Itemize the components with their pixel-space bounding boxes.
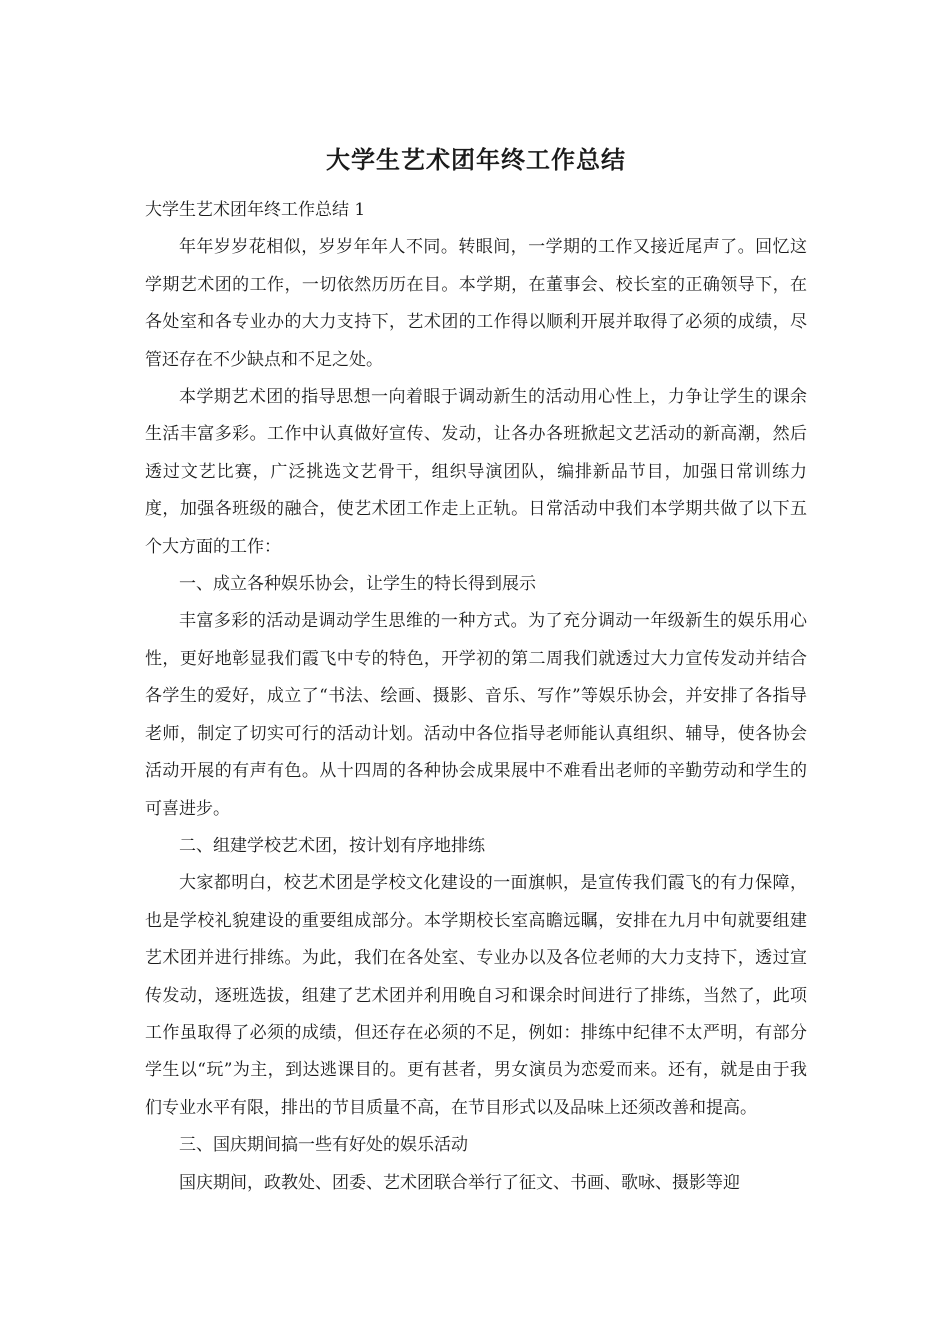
section-heading-1: 一、成立各种娱乐协会，让学生的特长得到展示	[179, 574, 536, 595]
document-title: 大学生艺术团年终工作总结	[326, 145, 626, 174]
document-page	[145, 140, 807, 1202]
paragraph-section-1: 丰富多彩的活动是调动学生思维的一种方式。为了充分调动一年级新生的娱乐用心性，更好地彰显我们霞飞中专的特色，开学初的第二周我们就透过大力宣传发动并结合各学生的爱好，成立了“书法、绘画、摄影、音乐、写作”等娱乐协会，并安排了各指导老师，制定了切实可行的活动计划。活动中各位指导老师能认真组织、辅导，使各协会活动开展的有声有色。从十四周的各种协会成果展中不难看出老师的辛勤劳动和学生的可喜进步。	[145, 611, 807, 819]
paragraph-intro: 年年岁岁花相似，岁岁年年人不同。转眼间，一学期的工作又接近尾声了。回忆这学期艺术团的工作，一切依然历历在目。本学期，在董事会、校长室的正确领导下，在各处室和各专业办的大力支持下，艺术团的工作得以顺利开展并取得了必须的成绩，尽管还存在不少缺点和不足之处。	[145, 237, 807, 370]
paragraph-guiding-idea: 本学期艺术团的指导思想一向着眼于调动新生的活动用心性上，力争让学生的课余生活丰富多彩。工作中认真做好宣传、发动，让各办各班掀起文艺活动的新高潮，然后透过文艺比赛，广泛挑选文艺骨干，组织导演团队，编排新品节目，加强日常训练力度，加强各班级的融合，使艺术团工作走上正轨。日常活动中我们本学期共做了以下五个大方面的工作：	[145, 387, 807, 557]
section-heading-2: 二、组建学校艺术团，按计划有序地排练	[179, 835, 485, 856]
paragraph-section-3: 国庆期间，政教处、团委、艺术团联合举行了征文、书画、歌咏、摄影等迎	[179, 1172, 740, 1193]
section-heading-3: 三、国庆期间搞一些有好处的娱乐活动	[179, 1135, 468, 1156]
document-subtitle: 大学生艺术团年终工作总结 1	[145, 200, 366, 220]
paragraph-section-2: 大家都明白，校艺术团是学校文化建设的一面旗帜，是宣传我们霞飞的有力保障，也是学校礼貌建设的重要组成部分。本学期校长室高瞻远瞩，安排在九月中旬就要组建艺术团并进行排练。为此，我们在各处室、专业办以及各位老师的大力支持下，透过宣传发动，逐班选拔，组建了艺术团并利用晚自习和课余时间进行了排练，当然了，此项工作虽取得了必须的成绩，但还存在必须的不足，例如：排练中纪律不太严明，有部分学生以“玩”为主，到达逃课目的。更有甚者，男女演员为恋爱而来。还有，就是由于我们专业水平有限，排出的节目质量不高，在节目形式以及品味上还须改善和提高。	[145, 873, 807, 1118]
